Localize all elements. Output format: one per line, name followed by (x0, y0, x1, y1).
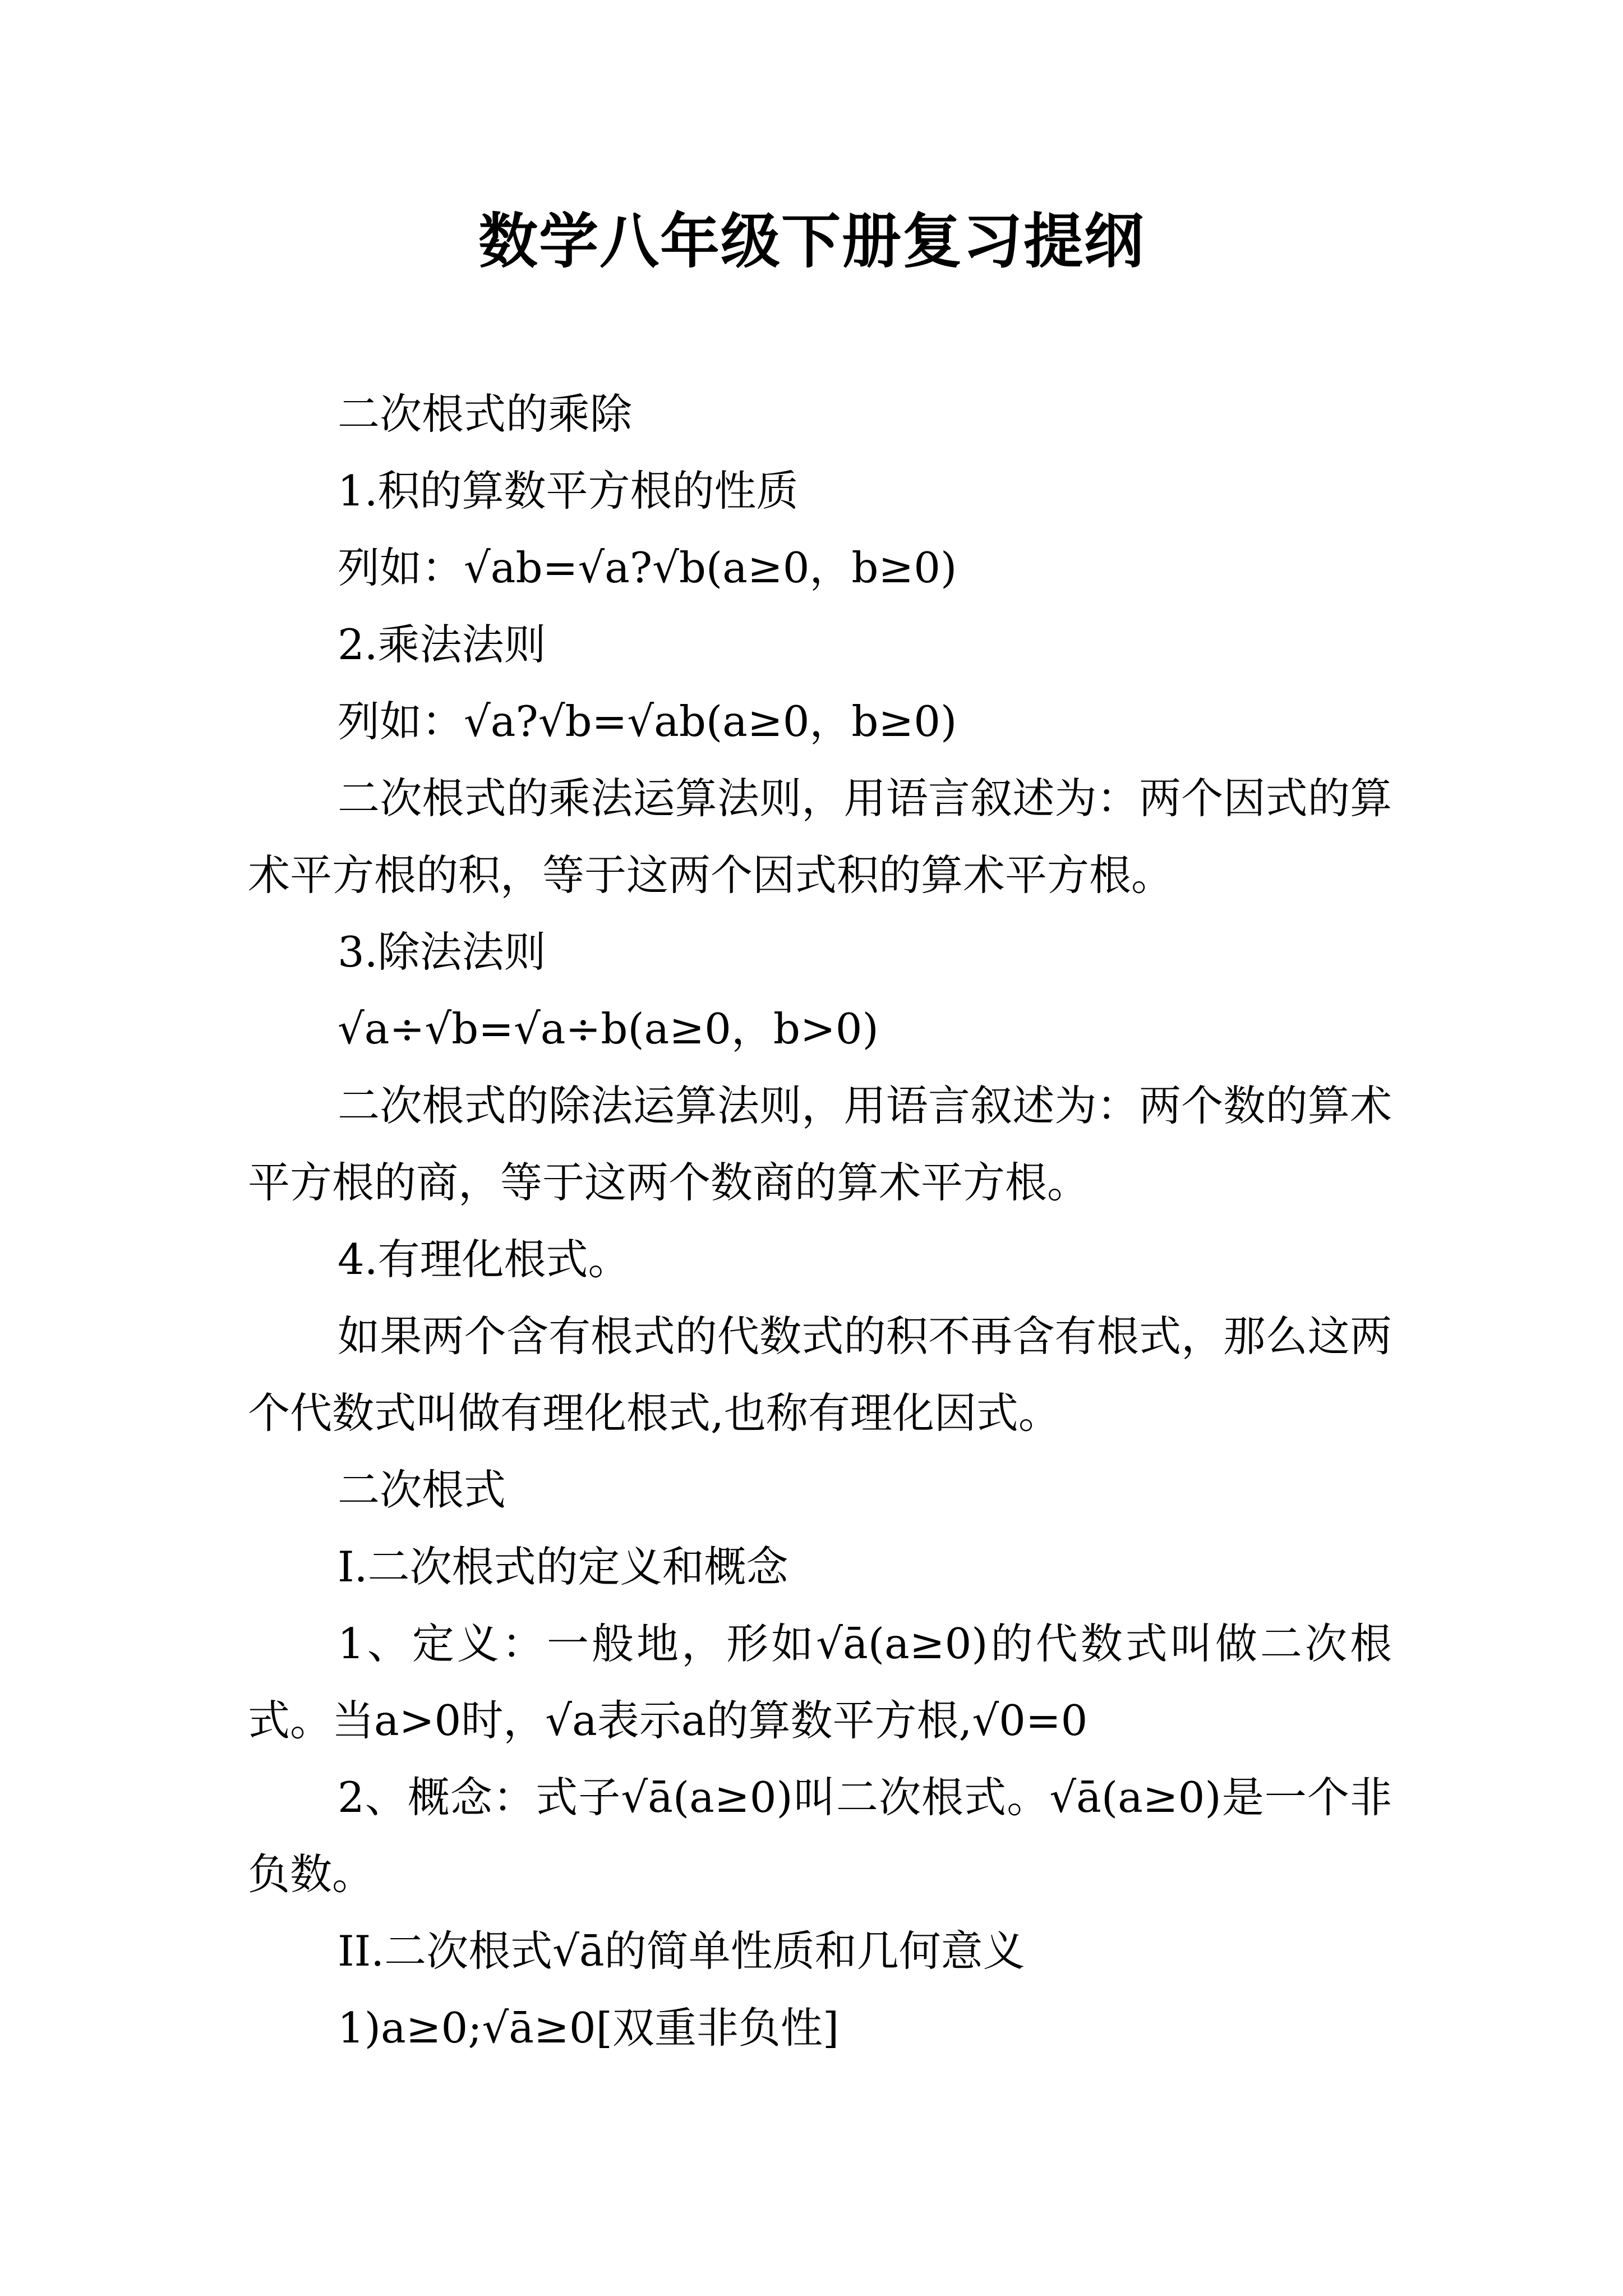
concept-paragraph: 2、概念：式子√ā(a≥0)叫二次根式。√ā(a≥0)是一个非负数。 (248, 1773, 1392, 1899)
subsection-properties-geometry: II.二次根式√ā的简单性质和几何意义 (338, 1926, 1025, 1976)
item-product-sqrt-property: 1.积的算数平方根的性质 (338, 466, 799, 516)
section-heading-multiplication-division: 二次根式的乘除 (338, 389, 633, 439)
item-multiplication-rule: 2.乘法法则 (338, 620, 546, 669)
rationalizing-factor-description: 如果两个含有根式的代数式的积不再含有根式，那么这两个代数式叫做有理化根式,也称有理化因式。 (248, 1312, 1392, 1438)
section-heading-quadratic-radicals: 二次根式 (338, 1465, 506, 1515)
formula-division-rule: √a÷√b=√a÷b(a≥0，b>0) (338, 1004, 879, 1053)
property-nonnegativity: 1)a≥0;√ā≥0[双重非负性] (338, 2003, 840, 2053)
division-rule-description: 二次根式的除法运算法则，用语言叙述为：两个数的算术平方根的商，等于这两个数商的算术平方根。 (248, 1081, 1392, 1207)
example-product-property: 列如：√ab=√a?√b(a≥0，b≥0) (338, 543, 957, 592)
document-body (248, 376, 1392, 2067)
definition-paragraph: 1、定义：一般地，形如√ā(a≥0)的代数式叫做二次根式。当a>0时，√a表示a的算数平方根,√0=0 (248, 1619, 1392, 1745)
item-rationalizing-factor: 4.有理化根式。 (338, 1235, 630, 1284)
document-title: 数学八年级下册复习提纲 (478, 206, 1145, 276)
multiplication-rule-description: 二次根式的乘法运算法则，用语言叙述为：两个因式的算术平方根的积，等于这两个因式积的算术平方根。 (248, 774, 1392, 900)
example-multiplication-rule: 列如：√a?√b=√ab(a≥0，b≥0) (338, 697, 957, 746)
item-division-rule: 3.除法法则 (338, 927, 546, 977)
subsection-definition-concept: I.二次根式的定义和概念 (338, 1542, 789, 1591)
